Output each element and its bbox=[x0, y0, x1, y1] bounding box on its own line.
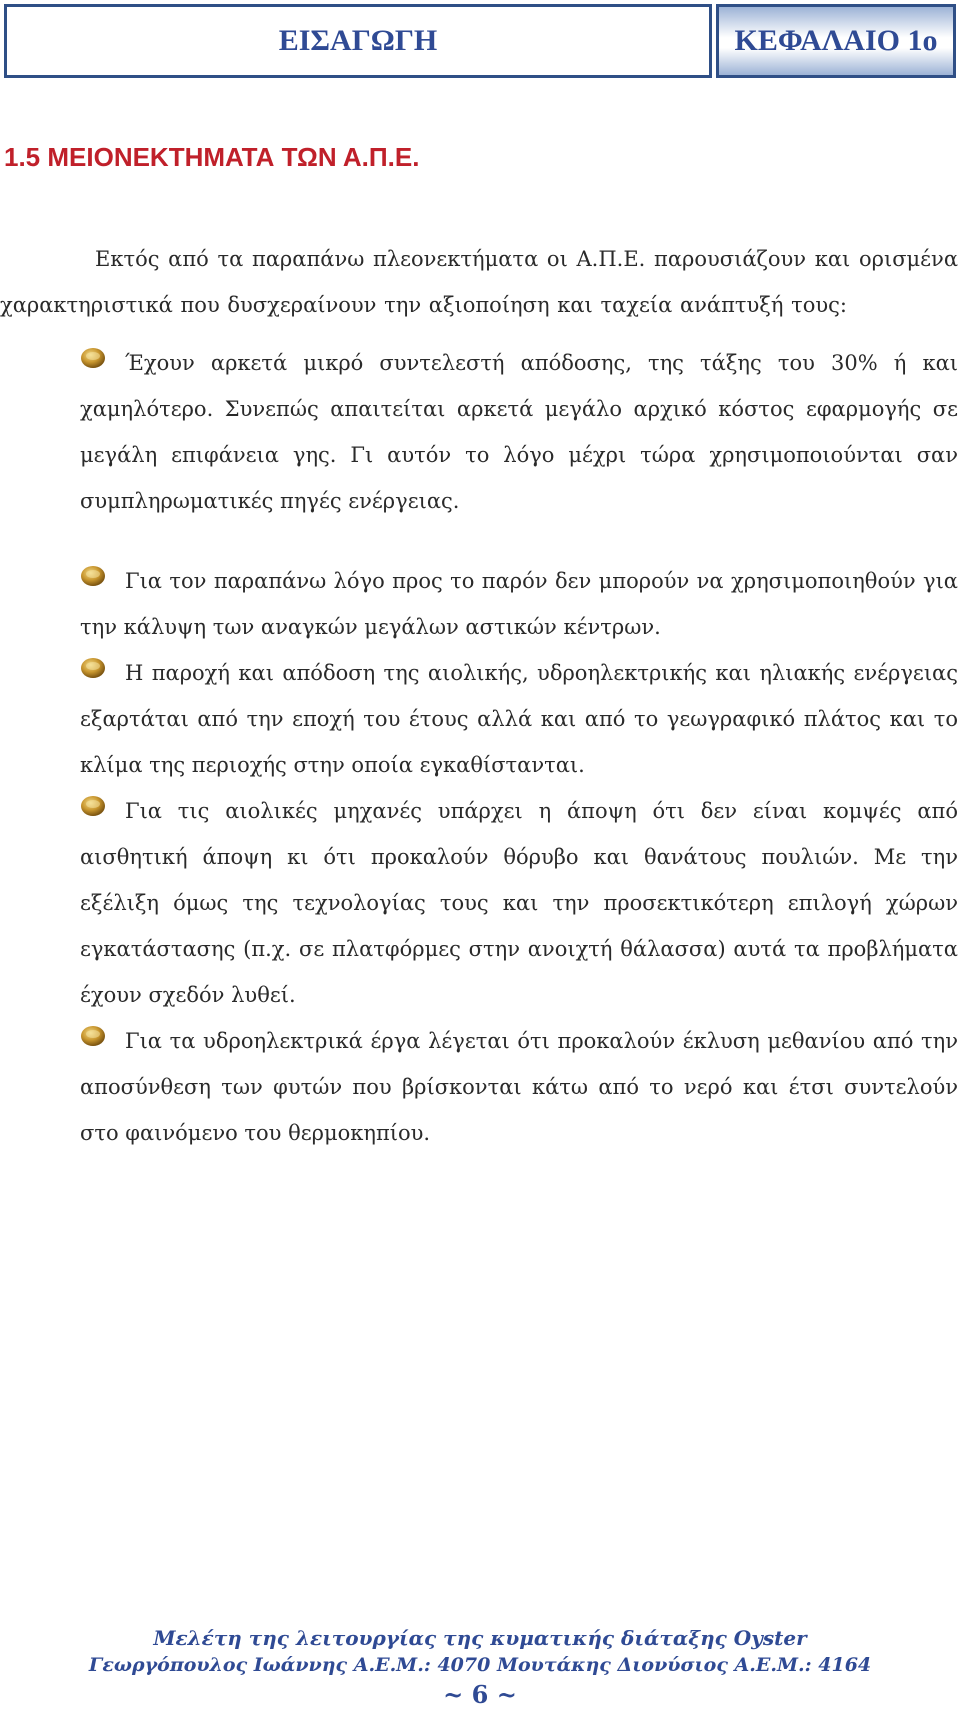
header-chapter-title: ΚΕΦΑΛΑΙΟ 1ο bbox=[734, 24, 938, 57]
bullet-item-hydroelectric: Για τα υδροηλεκτρικά έργα λέγεται ότι προκαλούν έκλυση μεθανίου από την αποσύνθεση των φυτών που βρίσκονται κάτω από το νερό και έτσι συντελούν στο φαινόμενο του θερμοκηπίου. bbox=[80, 1029, 958, 1145]
bullet-item-seasonality: Η παροχή και απόδοση της αιολικής, υδροηλεκτρικής και ηλιακής ενέργειας εξαρτάται από την εποχή του έτους αλλά και από το γεωγραφικό πλάτος και το κλίμα της περιοχής στην οποία εγκαθίστανται. bbox=[80, 661, 958, 777]
footer-thesis-title: Μελέτη της λειτουργίας της κυματικής διάταξης Oyster bbox=[153, 1626, 807, 1650]
intro-paragraph: Εκτός από τα παραπάνω πλεονεκτήματα οι Α.Π.Ε. παρουσιάζουν και ορισμένα χαρακτηριστικά που δυσχεραίνουν την αξιοποίηση και ταχεία ανάπτυξή τους: bbox=[0, 247, 958, 317]
page-header bbox=[4, 4, 956, 82]
header-section-box bbox=[4, 4, 712, 78]
header-chapter-box bbox=[716, 4, 956, 78]
bullet-item-wind-turbines: Για τις αιολικές μηχανές υπάρχει η άποψη ότι δεν είναι κομψές από αισθητική άποψη κι ότι προκαλούν θόρυβο και θανάτους πουλιών. Με την εξέλιξη όμως της τεχνολογίας τους και την προσεκτικότερη επιλογή χώρων εγκατάστασης (π.χ. σε πλατφόρμες στην ανοιχτή θάλασσα) αυτά τα προβλήματα έχουν σχεδόν λυθεί. bbox=[80, 799, 958, 1007]
footer-authors: Γεωργόπουλος Ιωάννης Α.Ε.Μ.: 4070 Μουτάκης Διονύσιος Α.Ε.Μ.: 4164 bbox=[88, 1654, 872, 1676]
section-title: 1.5 ΜΕΙΟΝΕΚΤΗΜΑΤΑ ΤΩΝ Α.Π.Ε. bbox=[4, 142, 420, 172]
bullet-item-urban-centers: Για τον παραπάνω λόγο προς το παρόν δεν μπορούν να χρησιμοποιηθούν για την κάλυψη των αναγκών μεγάλων αστικών κέντρων. bbox=[80, 569, 958, 639]
bullet-item-efficiency: Έχουν αρκετά μικρό συντελεστή απόδοσης, της τάξης του 30% ή και χαμηλότερο. Συνεπώς απαιτείται αρκετά μεγάλο αρχικό κόστος εφαρμογής σε μεγάλη επιφάνεια γης. Γι αυτόν το λόγο μέχρι τώρα χρησιμοποιούνται σαν συμπληρωματικές πηγές ενέργειας. bbox=[80, 351, 958, 513]
header-section-title: ΕΙΣΑΓΩΓΗ bbox=[278, 24, 438, 57]
page-number: ~ 6 ~ bbox=[443, 1680, 517, 1709]
